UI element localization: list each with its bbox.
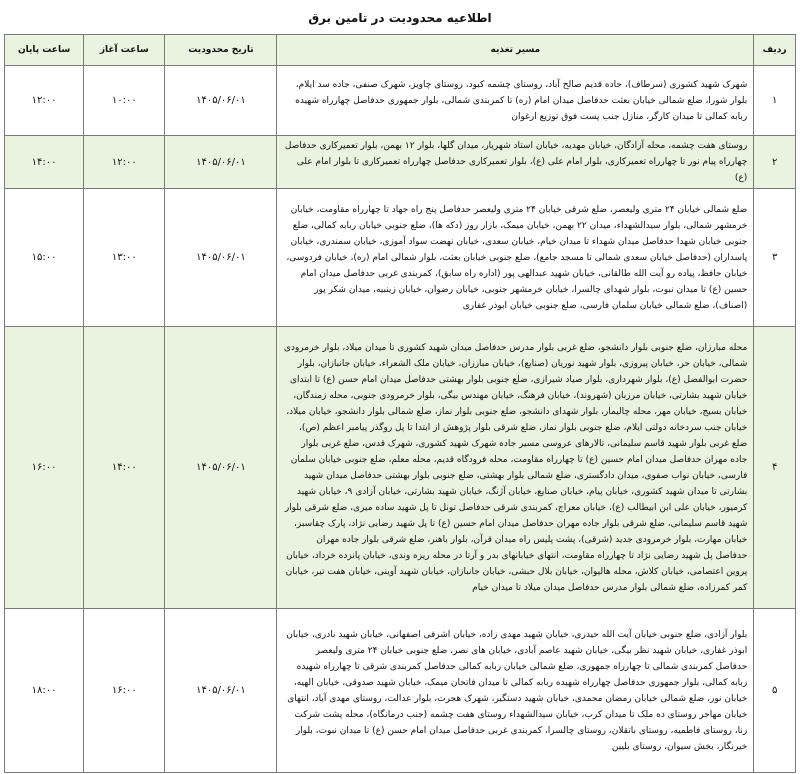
date-cell: ۱۴۰۵/۰۶/۰۱	[165, 609, 277, 773]
route-cell: بلوار آزادی، ضلع جنوبی خیابان آیت الله حیدری، خیابان شهید مهدی زاده، خیابان اشرفی اصفهانی، خیابان شهید نادری، خیابان ابوذر غفاری، خیابان شهید نظر بیگی، خیابان شهید عاصم آبادی، خیابان های نصر، ضلع جنوبی خیابان ۲۴ متری ولیعصر حدفاصل کمربندی شمالی تا چهارراه جمهوری، ضلع شمالی خیابان ربابه کمالی حدفاصل کمربندی شرقی تا چهارراه شهیده ربابه کمالی، بلوار جمهوری حدفاصل چهارراه شهیده ربابه کمالی تا میدان فاتحان میمک، خیابان شهید صدوقی، خیابان الهیه، خیابان نور، ضلع شمالی خیابان رمضان محمدی، خیابان شهید دستگیر، شهرک هجرت، بلوار عدالت، روستای مهدی آباد، انتهای خیابان مهاجر روستای ده ملک تا میدان کرب، خیابان سیدالشهداء روستای هفت چشمه (جنب درمانگاه)، محله پشت شرکت رنا، روستای فاطمیه، روستای باتقلان، روستای چالسرا، کمربندی غربی حدفاصل میدان امام حسن (ع) تا میدان نبوت، بلوار خیرنگار، بخش سیوان، روستای بلیین	[277, 609, 754, 773]
table-row	[5, 609, 796, 773]
end-time-cell: ۱۲:۰۰	[5, 66, 84, 136]
table-row	[5, 66, 796, 136]
row-number: ۲	[754, 136, 796, 189]
route-cell: شهرک شهید کشوری (سرطاف)، جاده قدیم صالح آباد، روستای چشمه کبود، روستای چاویز، شهرک صنفی، جاده سد ایلام، بلوار شورا، ضلع شمالی خیابان بعثت حدفاصل میدان امام (ره) تا کمربندی شمالی، بلوار جمهوری حدفاصل چهارراه شهیده ربابه کمالی تا میدان کارگر، منازل جنب پست فوق توزیع ارغوان	[277, 66, 754, 136]
header-start-time: ساعت آغاز	[84, 35, 165, 66]
table-row	[5, 327, 796, 609]
row-number: ۵	[754, 609, 796, 773]
end-time-cell: ۱۴:۰۰	[5, 136, 84, 189]
route-cell: ضلع شمالی خیابان ۲۴ متری ولیعصر، ضلع شرقی خیابان ۲۴ متری ولیعصر حدفاصل پنج راه جهاد تا چهارراه مقاومت، خیابان خرمشهر شمالی، بلوار سیدالشهداء، میدان ۲۲ بهمن، خیابان میمک، بازار روز (دکه ها)، ضلع جنوبی خیابان ربابه کمالی، ضلع جنوبی خیابان شهدا حدفاصل میدان شهداء تا میدان خیام، خیابان سعدی، خیابان نهضت سواد آموزی، خیابان سمندری، خیابان پاسداران (حدفاصل خیابان سعدی شمالی تا مسجد جامع)، ضلع جنوبی خیابان بعثت، بلوار شمالی امام (ره)، خیابان فردوسی، خیابان حافظ، پیاده رو آیت الله طالقانی، خیابان شهید عبدالهی پور (اداره راه سابق)، کمربندی غربی حدفاصل میدان امام حسین (ع) تا میدان نبوت، بلوار شهدای چالسرا، خیابان خرمشهر جنوبی، خیابان رضوان، خیابان زینبیه، میدان شکر پور (اصناف)، ضلع شمالی خیابان سلمان فارسی، ضلع جنوبی خیابان ابوذر غفاری	[277, 189, 754, 327]
start-time-cell: ۱۴:۰۰	[84, 327, 165, 609]
start-time-cell: ۱۶:۰۰	[84, 609, 165, 773]
date-cell: ۱۴۰۵/۰۶/۰۱	[165, 327, 277, 609]
date-cell: ۱۴۰۵/۰۶/۰۱	[165, 66, 277, 136]
header-row-number: ردیف	[754, 35, 796, 66]
end-time-cell: ۱۵:۰۰	[5, 189, 84, 327]
row-number: ۴	[754, 327, 796, 609]
table-row	[5, 189, 796, 327]
table-row	[5, 136, 796, 189]
start-time-cell: ۱۳:۰۰	[84, 189, 165, 327]
end-time-cell: ۱۸:۰۰	[5, 609, 84, 773]
route-cell: روستای هفت چشمه، محله آزادگان، خیابان مهدیه، خیابان استاد شهریار، میدان گلها، بلوار ۱۲ بهمن، بلوار تعمیرکاری حدفاصل چهارراه پیام نور تا چهارراه تعمیرکاری، بلوار امام علی (ع)، بلوار تعمیرکاری حدفاصل چهارراه تعمیرکاری تا بلوار امام علی (ع)	[277, 136, 754, 189]
date-cell: ۱۴۰۵/۰۶/۰۱	[165, 136, 277, 189]
date-cell: ۱۴۰۵/۰۶/۰۱	[165, 189, 277, 327]
start-time-cell: ۱۰:۰۰	[84, 66, 165, 136]
header-route: مسیر تغذیه	[277, 35, 754, 66]
row-number: ۱	[754, 66, 796, 136]
header-date: تاریخ محدودیت	[165, 35, 277, 66]
start-time-cell: ۱۲:۰۰	[84, 136, 165, 189]
header-end-time: ساعت پایان	[5, 35, 84, 66]
end-time-cell: ۱۶:۰۰	[5, 327, 84, 609]
schedule-table	[4, 34, 796, 773]
route-cell: محله مبارزان، ضلع جنوبی بلوار دانشجو، ضلع غربی بلوار مدرس حدفاصل میدان شهید کشوری تا میدان میلاد، بلوار خرمرودی شمالی، خیابان حر، خیابان پیروزی، بلوار شهید نوریان (صنایع)، خیابان مبارزان، خیابان ملک الشعراء، خیابان جانبازان، بلوار حضرت ابوالفضل (ع)، بلوار شهرداری، بلوار صیاد شیرازی، ضلع جنوبی بلوار بهشتی حدفاصل میدان امام حسن (ع) تا ابتدای خیابان شهید بشارتی، خیابان مرزبان (شهروند)، خیابان فرهنگ، خیابان مهندس بیگی، بلوار خرمرودی جنوبی، محله زمندگان، خیابان بسیج، خیابان مهر، محله چالیمار، بلوار شهدای دانشجو، ضلع جنوبی بلوار نماز، ضلع شمالی بلوار دانشجو، خیابان میلاد، خیابان جنب سردخانه دولتی ایلام، ضلع جنوبی بلوار نماز، ضلع شرقی بلوار پژوهش از ابتدا تا پل روگذر پیامبر اعظم (ص)، ضلع غربی بلوار شهید قاسم سلیمانی، تالارهای عروسی مسیر جاده شهرک شهید کشوری، شهرک قدس، ضلع غربی بلوار جاده مهران حدفاصل میدان امام حسین (ع) تا چهارراه مقاومت، محله فرودگاه قدیم، محله معلم، ضلع جنوبی خیابان سلمان فارسی، خیابان نواب صفوی، میدان دادگستری، ضلع شمالی بلوار بهشتی، ضلع جنوبی بلوار بهشتی حدفاصل میدان شهید بشارتی تا میدان شهید کشوری، خیابان پیام، خیابان صنایع، خیابان آژنگ، خیابان شهید بشارتی، خیابان آزادی ۹، خیابان شهید کرمیور، خیابان علی ابن ابیطالب (ع)، خیابان معراج، کمربندی شرقی حدفاصل تونل تا پل شهید ساده میری، ضلع شرقی بلوار شهید قاسم سلیمانی، ضلع شرقی بلوار جاده مهران حدفاصل میدان امام حسین (ع) تا پل شهید رضایی نژاد، پارک چقاسبز، خیابان مهارت، بلوار خرمرودی جدید (شرقی)، پشت پلیس راه میدان قرآن، بلوار باهنر، ضلع شرقی بلوار جاده مهران حدفاصل پل شهید رضایی نژاد تا چهارراه مقاومت، انتهای خیابانهای بدر و آرتا در محله ریزه وندی، خیابان پانزده خرداد، خیابان پروین اعتصامی، خیابان کلاش، محله هالیوان، خیابان بلال حبشی، خیابان جانبازان، خیابان شهید آوینی، خیابان هفت تیر، خیابان کمر کمرزاده، ضلع شمالی بلوار مدرس حدفاصل میدان میلاد تا میدان خیام	[277, 327, 754, 609]
header-row	[5, 35, 796, 66]
row-number: ۳	[754, 189, 796, 327]
page-title: اطلاعیه محدودیت در تامین برق	[308, 11, 492, 25]
